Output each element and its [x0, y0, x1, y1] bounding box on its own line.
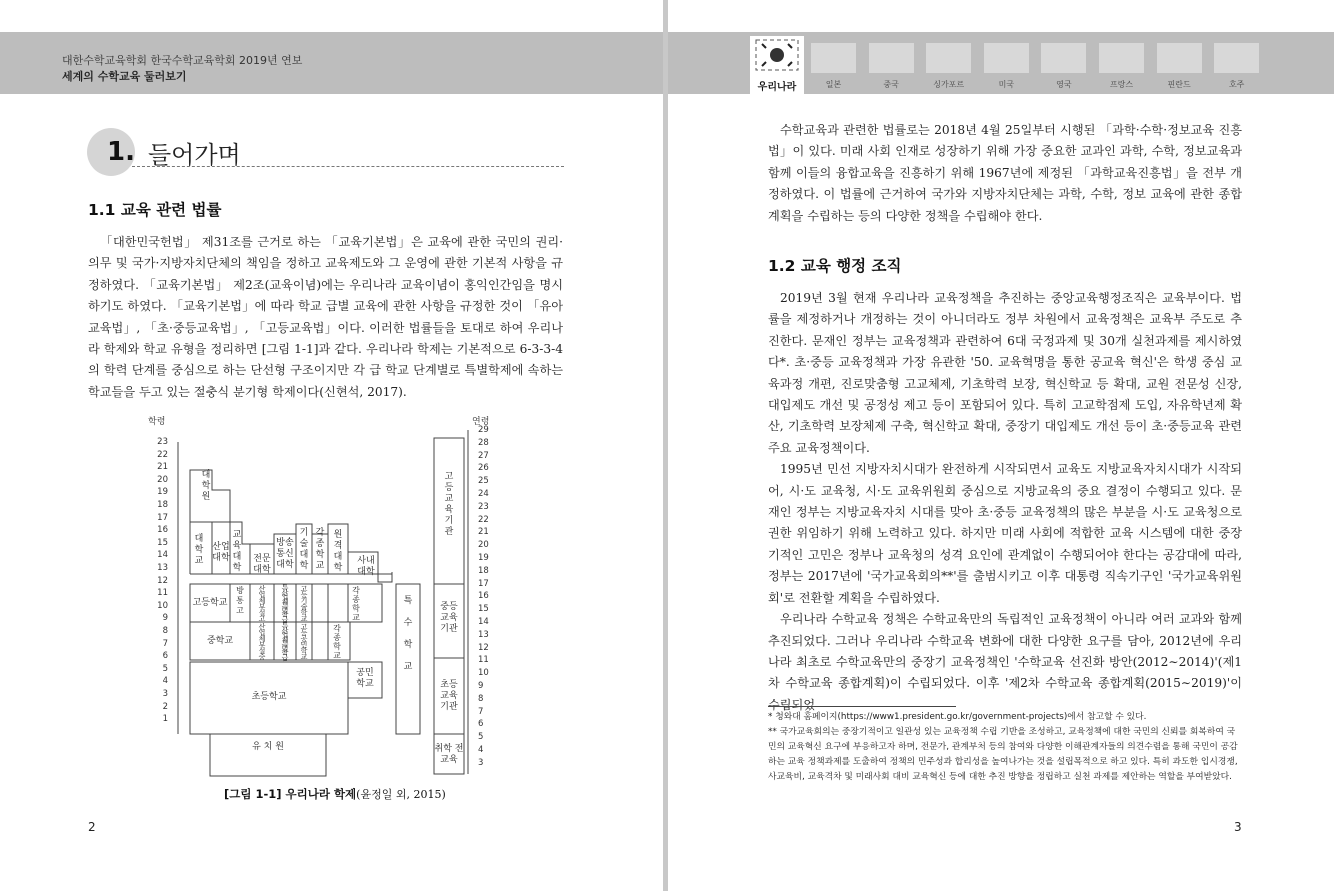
nav-item-country-label[interactable]: 미국 — [998, 80, 1015, 89]
section-title: 들어가며 — [148, 141, 241, 169]
page-number-left: 2 — [88, 820, 96, 834]
age-tick: 25 — [478, 476, 489, 487]
school-year-tick: 10 — [157, 600, 168, 611]
age-tick: 12 — [478, 642, 489, 653]
age-tick: 28 — [478, 437, 489, 448]
cell-misc-school-high: 각 종 학 교 — [352, 586, 360, 622]
age-tick: 5 — [478, 732, 484, 743]
footnote-divider — [768, 706, 956, 707]
nav-item-korea[interactable] — [750, 36, 804, 94]
section-divider — [132, 166, 564, 167]
country-nav-bar — [668, 32, 1334, 94]
nav-item-country-label[interactable]: 프랑스 — [1109, 80, 1134, 89]
school-year-tick: 19 — [157, 487, 168, 498]
intro-paragraph-text: 수학교육과 관련한 법률로는 2018년 4월 25일부터 시행된 「과학·수학·정보교육 진흥법」이 있다. 미래 사회 인재로 성장하기 위해 가장 중요한 교과인 과학, 수학, 정보교육과 함께 이들의 융합교육을 진흥하기 위해 1967년에 제정된 「과학교육진흥법」을 전부 개정하였다. 이 법률에 근거하여 국가와 지방자치단체는 과학, 수학, 정보 교육에 관한 종합계획을 수립하는 등의 다양한 정책을 수립해야 한다. — [768, 123, 1242, 223]
figure-source: (윤정일 외, 2015) — [356, 788, 446, 801]
age-tick: 16 — [478, 591, 489, 602]
nav-item-flag-icon[interactable] — [869, 43, 914, 73]
nav-item-country-label[interactable]: 일본 — [825, 80, 842, 89]
paragraph-local-autonomy: 1995년 민선 지방자치시대가 완전하게 시작되면서 교육도 지방교육자치시대가 시작되어, 시·도 교육청, 시·도 교육위원회 중심으로 지방교육의 중요 결정이 수행되고 있다. 문재인 정부는 지방교육자치 시대를 맞아 초·중등 교육정책의 많은 부분을 시·도 교육청으로 권한 위임하기 위해 노력하고 있다. 하지만 미래 사회에 적합한 교육 시스템에 대한 중장기적인 고민은 정부나 교육청의 성격 요인에 관계없이 수행되어야 한다는 공감대에 따라, 정부는 2017년에 '국가교육회의**'를 출범시키고 이후 대통령 직속기구인 '국가교육위원회'로 전환할 계획을 수립하였다. — [768, 462, 1242, 605]
page-number-right: 3 — [1234, 820, 1242, 834]
nav-item-country-label[interactable]: 중국 — [883, 80, 899, 89]
nav-item-flag-icon[interactable] — [1157, 43, 1202, 73]
school-year-tick: 5 — [162, 663, 168, 674]
header-journal-title: 대한수학교육학회 한국수학교육학회 2019년 연보 — [62, 54, 303, 67]
cell-civic-school: 공민 학교 — [356, 668, 374, 689]
school-year-tick: 14 — [157, 550, 168, 561]
nav-item-flag-icon[interactable] — [1041, 43, 1086, 73]
nav-item-country-label[interactable]: 핀란드 — [1167, 80, 1191, 89]
cell-industrial-university: 산업 대학 — [212, 542, 230, 563]
header-series-title: 세계의 수학교육 둘러보기 — [62, 70, 187, 83]
age-tick: 19 — [478, 553, 489, 563]
figure-caption — [224, 786, 446, 802]
cell-kindergarten: 유 치 원 — [252, 742, 284, 752]
section-number: 1. — [107, 137, 135, 167]
korea-flag-icon — [750, 36, 804, 76]
intro-paragraph — [768, 120, 1242, 227]
nav-item-flag-icon[interactable] — [1099, 43, 1144, 73]
school-year-tick: 1 — [162, 714, 168, 725]
age-tick: 27 — [478, 450, 489, 461]
nav-active-label: 우리나라 — [757, 82, 797, 93]
age-tick: 14 — [478, 617, 489, 627]
figure-right-axis-title: 연령 — [472, 417, 490, 427]
footnote-2: ** 국가교육회의는 중장기적이고 일관성 있는 교육정책 수립 기반을 조성하고, 교육정책에 대한 국민의 신뢰를 회복하여 국민의 교육혁신 요구에 부응하고자 하며, 전문가, 관계부처 등의 참여와 다양한 이해관계자들의 의견수렴을 통해 국민이 공감하는 교육 정책과제를 도출하여 정책의 민주성과 합리성을 높여나가는 것을 설립목적으로 하고 있다. 특히 과도한 입시경쟁, 사교육비, 교육격차 및 미래사회 대비 교육혁신 등에 대한 추진 방향을 정립하고 실천 과제를 제안하는 역할을 부여받았다. — [768, 727, 1238, 782]
paragraph-education-ministry: 2019년 3월 현재 우리나라 교육정책을 추진하는 중앙교육행정조직은 교육부이다. 법률을 제정하거나 개정하는 것이 아니더라도 정부 차원에서 교육정책은 교육부 주도로 추진한다. 문재인 정부는 교육정책과 관련하여 6대 국정과제 및 30개 실천과제를 제시하였다*. 초·중등 교육정책과 가장 유관한 '50. 교육혁명을 통한 공교육 혁신'은 학생 중심 교육과정 개편, 진로맞춤형 고교체제, 기초학력 보장, 혁신학교 등 확대, 교원 전문성 신장, 대입제도 개선 및 공정성 제고 등이 포함되어 있다. 특히 고교학점제 도입, 자유학년제 확산, 기초학력 보장체제 구축, 혁신학교 확대, 중장기 대입제도 개선 등이 초·중등교육 관련 주요 교육정책이다. — [768, 291, 1242, 455]
school-year-tick: 15 — [157, 537, 168, 548]
age-tick: 4 — [478, 745, 484, 755]
cell-graduate-school: 대 학 원 — [201, 470, 211, 502]
cell-primary-institutions: 초등 교육 기관 — [440, 680, 458, 712]
age-tick: 15 — [478, 604, 489, 615]
school-year-tick: 9 — [162, 613, 168, 624]
age-tick: 20 — [478, 540, 489, 551]
cell-special-class-middle: 특 산 업 체 특 별 학 급 — [281, 622, 289, 662]
school-year-tick: 6 — [162, 651, 168, 662]
age-tick: 24 — [478, 489, 489, 499]
school-year-tick: 7 — [162, 638, 168, 649]
cell-university: 대 학 교 — [194, 534, 204, 566]
age-tick: 9 — [478, 681, 484, 691]
nav-item-flag-icon[interactable] — [1214, 43, 1259, 73]
nav-item-flag-icon[interactable] — [984, 43, 1029, 73]
cell-middle-school: 중학교 — [206, 636, 234, 646]
age-tick: 18 — [478, 565, 489, 576]
school-year-tick: 23 — [157, 437, 168, 447]
age-tick: 6 — [478, 719, 484, 730]
cell-remote-university: 원 격 대 학 — [333, 530, 343, 573]
paragraph-math-policy: 우리나라 수학교육 정책은 수학교육만의 독립적인 교육정책이 아니라 여러 교과와 함께 추진되었다. 그러나 우리나라 수학교육 변화에 대한 다양한 요구를 담아, 2012년에 우리나라 최초로 수학교육만의 중장기 교육정책인 '수학교육 선진화 방안(2012∼2014)'(제1차 수학교육 종합계획)이 수립되었다. 이후 '제2차 수학교육 종합계획(2015∼2019)'이 수립되었 — [768, 612, 1242, 712]
school-year-tick: 4 — [162, 676, 168, 687]
cell-broadcast-university: 방송 통신 대학 — [276, 538, 294, 570]
age-tick: 11 — [478, 655, 489, 666]
cell-technical-college: 기 술 대 학 — [299, 528, 309, 571]
age-tick: 8 — [478, 693, 484, 704]
age-tick: 13 — [478, 629, 489, 640]
left-page — [0, 0, 663, 891]
nav-item-country-label[interactable]: 싱가포르 — [933, 80, 965, 89]
cell-civic-high: 고 등 공 민 학 교 — [300, 623, 308, 661]
age-tick: 10 — [478, 668, 489, 679]
cell-high-school: 고등학교 — [192, 598, 228, 608]
footnote-1: * 청와대 홈페이지(https://www1.president.go.kr/government-projects)에서 참고할 수 있다. — [768, 712, 1147, 722]
school-year-tick: 13 — [157, 563, 168, 573]
cell-preschool-institutions: 취학 전 교육 — [434, 744, 464, 765]
cell-elementary-school: 초등학교 — [251, 692, 287, 702]
cell-secondary-institutions: 중등 교육 기관 — [440, 602, 458, 634]
cell-special-class-high: 특 산 업 체 특 별 학 급 — [281, 584, 289, 624]
age-tick: 17 — [478, 578, 489, 589]
cell-education-university: 교 육 대 학 — [232, 530, 242, 573]
paragraph-text: 「대한민국헌법」 제31조를 근거로 하는 「교육기본법」은 교육에 관한 국민의 권리·의무 및 국가·지방자치단체의 책임을 정하고 교육제도와 그 운영에 관한 기본적 사항을 규정하였다. 「교육기본법」 제2조(교육이념)에는 우리나라 교육이념이 홍익인간임을 명시하기도 하였다. 「교육기본법」에 따라 학교 급별 교육에 관한 사항을 규정한 것이 「유아교육법」, 「초·중등교육법」, 「고등교육법」이다. 이러한 법률들을 토대로 하여 우리나라 학제와 학교 유형을 정리하면 [그림 1-1]과 같다. 우리나라 학제는 기본적으로 6-3-3-4의 학력 단계를 중심으로 하는 단선형 구조이지만 각 급 학교 단계별로 특별학제에 속하는 학교들을 두고 있는 절충식 분기형 학제이다(신현석, 2017). — [88, 235, 563, 399]
cell-special-school: 특 수 학 교 — [403, 596, 413, 672]
age-tick: 22 — [478, 514, 489, 525]
cell-industrial-middle-school: 산 업 체 부 설 중 — [258, 623, 266, 661]
school-year-tick: 12 — [157, 575, 168, 586]
nav-item-flag-icon[interactable] — [811, 43, 856, 73]
cell-civic-tech-high: 고 등 기 술 학 교 — [300, 585, 308, 623]
cell-in-company-university: 사내 대학 — [357, 556, 375, 577]
age-tick: 23 — [478, 501, 489, 512]
school-year-tick: 17 — [157, 512, 168, 523]
body-paragraph — [88, 232, 563, 403]
nav-item-country-label[interactable]: 영국 — [1056, 80, 1072, 89]
school-year-tick: 22 — [157, 449, 168, 460]
age-tick: 3 — [478, 757, 484, 768]
school-year-tick: 18 — [157, 500, 168, 510]
cell-misc-school-middle: 각 종 학 교 — [333, 624, 341, 660]
age-tick: 7 — [478, 706, 484, 717]
school-year-tick: 11 — [157, 588, 168, 599]
cell-junior-college: 전문 대학 — [253, 554, 271, 575]
left-running-header — [0, 32, 663, 94]
figure-diagram-lines — [152, 412, 502, 782]
school-system-figure — [148, 412, 502, 782]
right-page — [668, 0, 1334, 891]
cell-misc-school-higher: 각 종 학 교 — [315, 528, 325, 571]
subsection-title-1-2: 1.2 교육 행정 조직 — [768, 257, 902, 275]
school-year-tick: 20 — [157, 474, 168, 485]
age-tick: 26 — [478, 463, 489, 474]
school-year-tick: 21 — [157, 462, 168, 473]
school-year-tick: 16 — [157, 525, 168, 536]
school-year-tick: 3 — [162, 689, 168, 699]
admin-organization-body — [768, 288, 1242, 716]
age-tick: 21 — [478, 527, 489, 538]
figure-caption-text: [그림 1-1] 우리나라 학제 — [224, 787, 357, 801]
nav-item-country-label[interactable]: 호주 — [1228, 80, 1245, 89]
cell-broadcast-high-school: 방 통 고 — [236, 586, 244, 615]
age-tick: 29 — [478, 425, 489, 435]
nav-item-flag-icon[interactable] — [926, 43, 971, 73]
school-year-tick: 2 — [162, 701, 168, 712]
school-year-tick: 8 — [162, 626, 168, 636]
figure-left-axis-title: 학령 — [148, 417, 166, 427]
cell-industrial-high-school: 산 업 체 부 설 고 — [258, 585, 266, 623]
cell-higher-education-institutions: 고 등 교 육 기 관 — [444, 472, 454, 537]
subsection-title-1-1: 1.1 교육 관련 법률 — [88, 201, 222, 219]
